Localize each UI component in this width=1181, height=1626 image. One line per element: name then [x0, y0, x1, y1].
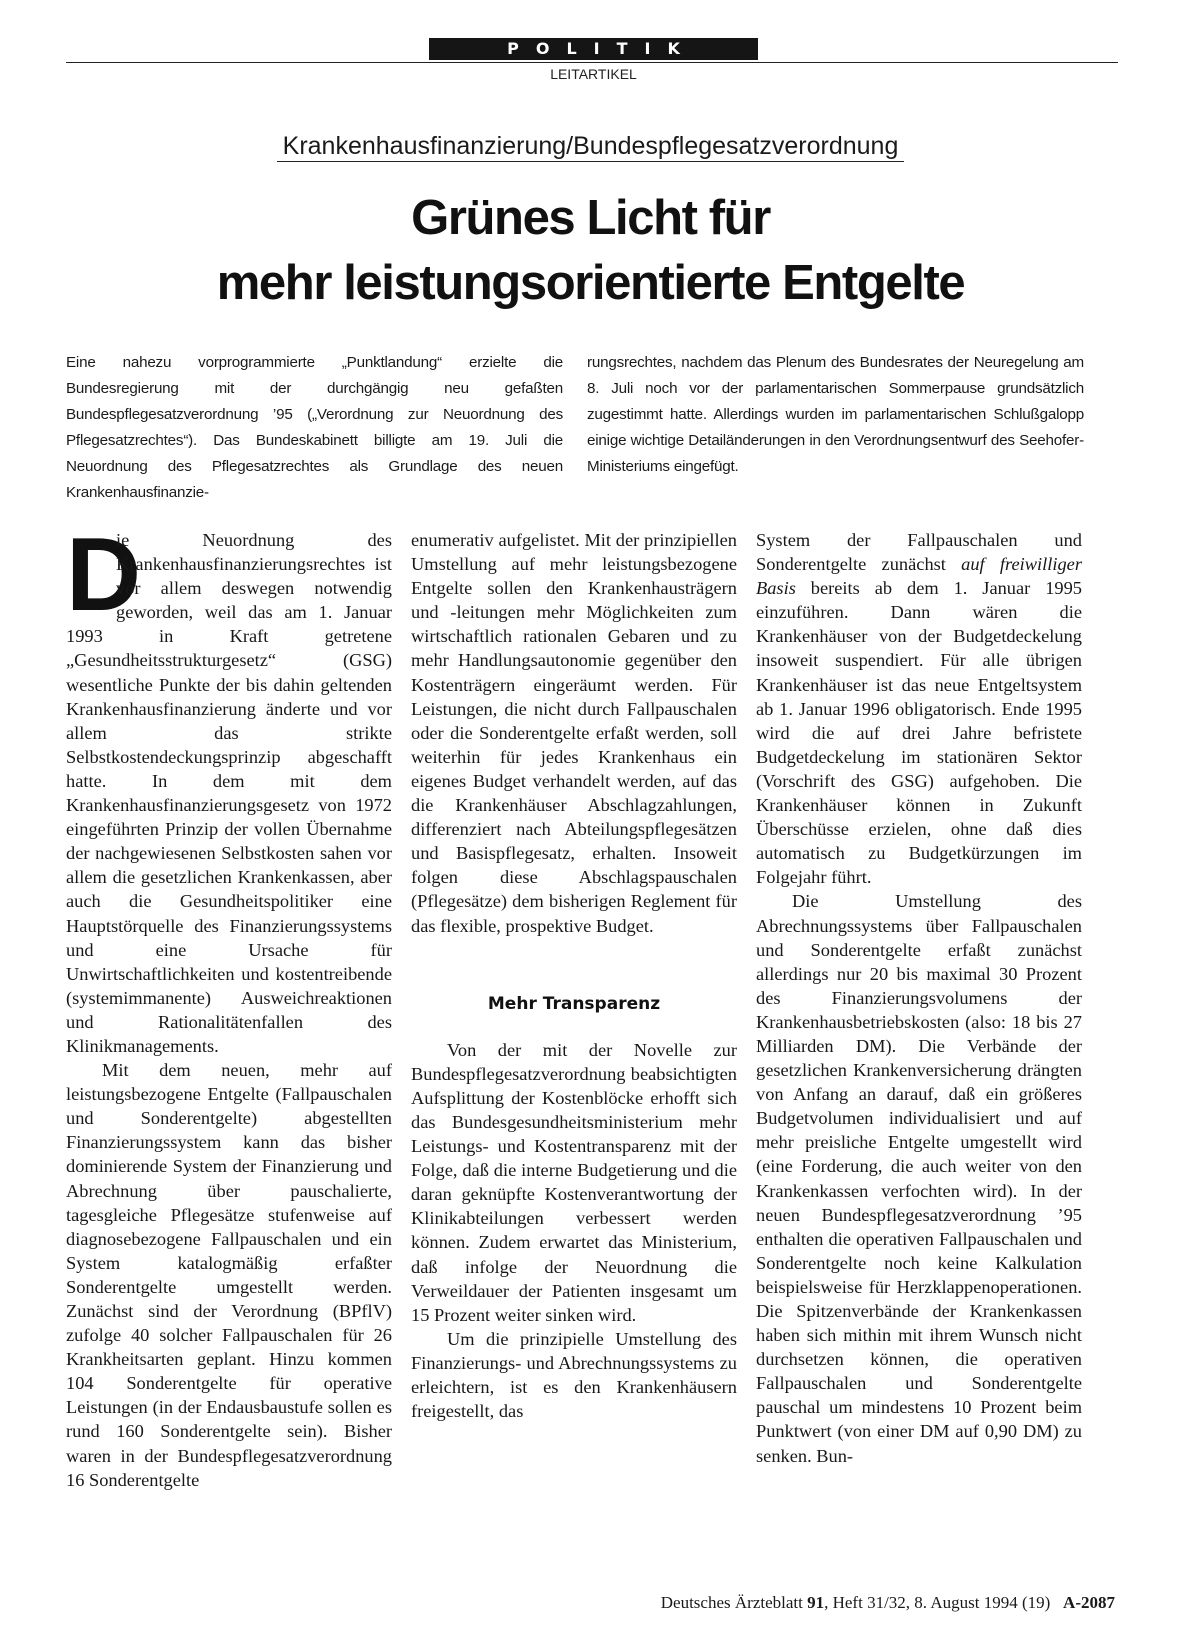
kicker-text: Krankenhausfinanzierung/Bundespflegesatzverordnung [277, 132, 905, 162]
journal-name: Deutsches Ärzteblatt [660, 1593, 808, 1612]
lead-paragraph-left: Eine nahezu vorprogrammierte „Punktlandung“ erzielte die Bundesregierung mit der durchgängig neu gefaßten Bundespflegesatzverordnung ’95 („Verordnung zur Neuordnung des Pflegesatzrechtes“). Das Bundeskabinett billigte am 19. Juli die Neuordnung des Pflegesatzrechtes als Grundlage des neuen Krankenhausfinanzie- [66, 354, 563, 501]
article-headline [0, 186, 1181, 316]
paragraph: Mit dem neuen, mehr auf leistungsbezogene Entgelte (Fallpauschalen und Sonderentgelte) abgestellten Finanzierungssystem kann das bisher dominierende System der Finanzierung und Abrechnung über pauschalierte, tagesgleiche Pflegesätze stufenweise auf diagnosebezogene Fallpauschalen und ein System katalogmäßig erfaßter Sonderentgelte umgestellt werden. Zunächst sind der Verordnung (BPflV) zufolge 40 solcher Fallpauschalen für 26 Krankheitsarten geplant. Hinzu kommen 104 Sonderentgelte für operative Leistungen (in der Endausbaustufe sollen es rund 160 Sonderentgelte sein). Bisher waren in der Bundespflegesatzverordnung 16 Sonderentgelte [66, 1060, 392, 1490]
body-column-1 [66, 517, 392, 1492]
paragraph: Von der mit der Novelle zur Bundespflegesatzverordnung beabsichtigten Aufsplittung der Kostenblöcke erhofft sich das Bundesgesundheitsministerium mehr Leistungs- und Kostentransparenz mit der Folge, daß die interne Budgetierung und die daran geknüpfte Kostenverantwortung der Klinikabteilungen verbessert werden können. Zudem erwartet das Ministerium, daß infolge der Neuordnung die Verweildauer der Patienten insgesamt um 15 Prozent weiter sinken wird. [411, 1039, 737, 1325]
drop-cap: D [66, 517, 142, 633]
emphasis-text: auf freiwilliger Basis [756, 554, 1082, 599]
issue-info: , Heft 31/32, 8. August 1994 (19) [824, 1593, 1051, 1612]
section-subheading: Mehr Transparenz [487, 993, 661, 1014]
lead-paragraph-right: rungsrechtes, nachdem das Plenum des Bundesrates der Neuregelung am 8. Juli noch vor der parlamentarischen Sommerpause grundsätzlich zugestimmt hatte. Allerdings wurden im parlamentarischen Schlußgalopp einige wichtige Detailänderungen in den Verordnungsentwurf des Seehofer-Ministeriums eingefügt. [587, 354, 1084, 475]
paragraph: Die Umstellung des Abrechnungssystems über Fallpauschalen und Sonderentgelte erfaßt zunächst allerdings nur 20 bis maximal 30 Prozent des Finanzierungsvolumens der Krankenhausbetriebskosten (also: 18 bis 27 Milliarden DM). Die Verbände der gesetzlichen Krankenversicherung drängten von Anfang an darauf, daß ein größeres Budgetvolumen individualisiert und auf mehr preisliche Entgelte umgestellt wird (eine Forderung, die auch weiter von den Krankenkassen verfochten wird). In der neuen Bundespflegesatzverordnung ’95 enthalten die operativen Fallpauschalen und Sonderentgelte noch keine Kalkulation beispielsweise für Herzklappenoperationen. Die Spitzenverbände der Krankenkassen haben sich mithin mit ihrem Wunsch nicht durchsetzen können, die operativen Fallpauschalen und Sonderentgelte pauschal um mindestens 10 Prozent beim Punktwert (von einer DM auf 0,90 DM) zu senken. Bun- [756, 891, 1082, 1466]
paragraph-text: bereits ab dem 1. Januar 1995 einzuführen. Dann wären die Krankenhäuser von der Budgetdeckelung insoweit suspendiert. Für alle übrigen Krankenhäuser ist das neue Entgeltsystem ab 1. Januar 1996 obligatorisch. Ende 1995 wird die auf drei Jahre befristete Budgetdeckelung im stationären Sektor (Vorschrift des GSG) aufgehoben. Die Krankenhäuser können in Zukunft Überschüsse erzielen, ohne daß dies automatisch zu Budgetkürzungen im Folgejahr führt. [756, 578, 1082, 888]
section-label: POLITIK [429, 38, 758, 60]
page-number: A-2087 [1063, 1593, 1115, 1612]
page-footer [661, 1593, 1115, 1613]
paragraph: Um die prinzipielle Umstellung des Finanzierungs- und Abrechnungssystems zu erleichtern, ist es den Krankenhäusern freigestellt, das [411, 1328, 737, 1422]
article-kicker [0, 132, 1181, 161]
journal-volume: 91 [807, 1593, 825, 1612]
paragraph-text: ie Neuordnung des Krankenhausfinanzierungsrechtes ist vor allem deswegen notwendig geworden, weil das am 1. Januar 1993 in Kraft getretene „Gesundheitsstrukturgesetz“ (GSG) wesentliche Punkte der bis dahin geltenden Krankenhausfinanzierung änderte und vor allem das strikte Selbstkostendeckungsprinzip abgeschafft hatte. In dem mit dem Krankenhausfinanzierungsgesetz von 1972 eingeführten Prinzip der vollen Übernahme der nachgewiesenen Selbstkosten sahen vor allem die gesetzlichen Krankenkassen, aber auch die Gesundheitspolitiker eine Hauptstörquelle des Finanzierungssystems und eine Ursache für Unwirtschaftlichkeiten und kostentreibende (systemimmanente) Ausweichreaktionen und Rationalitätenfallen des Klinikmanagements. [66, 530, 392, 1056]
body-column-3 [756, 528, 1082, 1468]
paragraph [756, 528, 1082, 889]
headline-line-1: Grünes Licht für [411, 191, 770, 245]
subsection-label: LEITARTIKEL [550, 66, 637, 82]
body-column-2 [411, 528, 737, 1423]
paragraph: enumerativ aufgelistet. Mit der prinzipiellen Umstellung auf mehr leistungsbezogene Entgelte sollen den Krankenhausträgern und -leitungen mehr Möglichkeiten zum wirtschaftlich rationalen Gebaren und zu mehr Handlungsautonomie gegenüber den Kostenträgern eingeräumt werden. Für Leistungen, die nicht durch Fallpauschalen oder die Sonderentgelte erfaßt werden, soll weiterhin für jedes Krankenhaus ein eigenes Budget verhandelt werden, auf das die Krankenhäuser Abschlagzahlungen, differenziert nach Abteilungspflegesätzen und Basispflegesatz, erhalten. Insoweit folgen diese Abschlagspauschalen (Pflegesätze) dem bisherigen Reglement für das flexible, prospektive Budget. [411, 530, 737, 936]
header-rule [66, 62, 1118, 63]
headline-line-2: mehr leistungsorientierte Entgelte [216, 256, 965, 310]
paragraph-text: System der Fallpauschalen und Sonderentgelte zunächst [756, 530, 1082, 575]
paragraph [66, 517, 392, 1058]
